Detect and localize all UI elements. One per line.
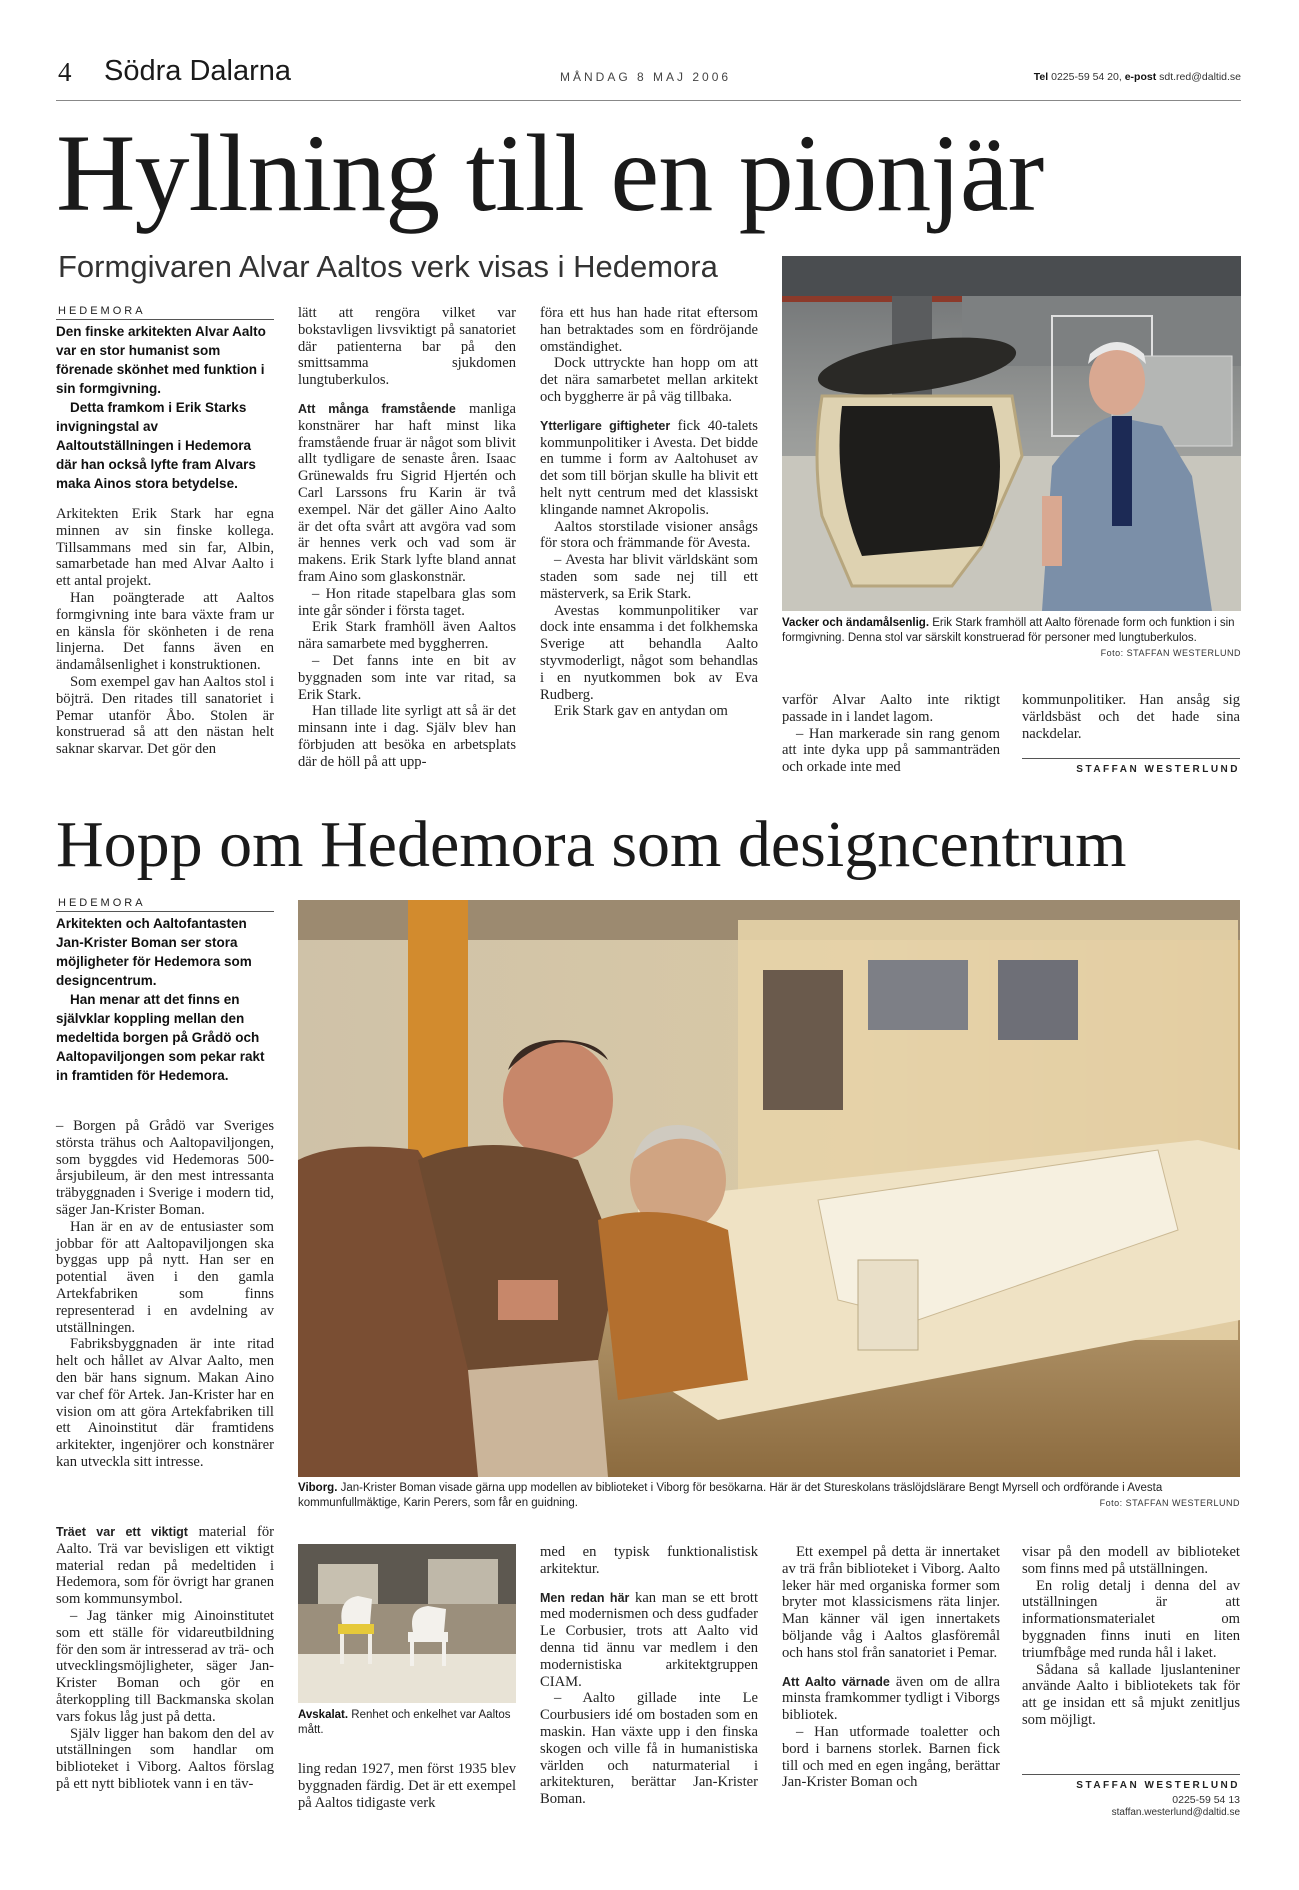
contact-tel: 0225-59 54 20,: [1051, 71, 1122, 83]
photo-erik-stark-chair: [782, 256, 1241, 611]
article2-column-1b: [56, 1524, 274, 1793]
article2-column-3: [540, 1544, 758, 1808]
article2-column-5: [1022, 1544, 1240, 1729]
caption-bold: Viborg.: [298, 1482, 338, 1494]
caption-text: Jan-Krister Boman visade gärna upp modellen av biblioteket i Viborg för besökarna. Här är det Stureskolans träslöjdslärare Bengt Myrsell och ordförande i Avesta kommunfullmäktige, Karin Perers, som får en guidning.: [298, 1482, 1163, 1509]
photo-viborg-library-model: [298, 900, 1240, 1477]
article1-byline: STAFFAN WESTERLUND: [1076, 764, 1240, 775]
article2-column-2: [298, 1761, 516, 1811]
body-text: material för Aalto. Trä var bevisligen ett viktigt material redan på medeltiden i Hedemora, som för övrigt har granen som kommunsymbol.: [56, 1524, 274, 1608]
article2-byline: STAFFAN WESTERLUND: [1076, 1780, 1240, 1791]
body-paragraph: Erik Stark framhöll även Aaltos nära samarbete med byggherren.: [298, 619, 516, 653]
body-paragraph: Fabriksbyggnaden är inte ritad helt och hållet av Alvar Aalto, men den bär hans signum. Makan Aino var chef för Artek. Jan-Krister har en vision om att göra Artekfabriken till ett Ainoinstitut där framtidens arkitekter, ingenjörer och konstnärer kan utveckla sitt intresse.: [56, 1336, 274, 1470]
body-paragraph: Avestas kommunpolitiker var dock inte ensamma i det folkhemska Sverige att behandla Aalto styvmoderligt, något som behandlas i en nyutkommen bok av Eva Rudberg.: [540, 602, 758, 703]
article2-lead-p2: Han menar att det finns en självklar koppling mellan den medeltida borgen på Grådö och Aaltopaviljongen som pekar rakt in framtiden för Hedemora.: [56, 992, 265, 1083]
body-text: även om de allra minsta framkommer tydligt i Viborgs bibliotek.: [782, 1673, 1000, 1724]
body-paragraph: Aaltos storstilade visioner ansågs för stora och främmande för Avesta.: [540, 518, 758, 552]
article1-column-3: [540, 305, 758, 720]
article2-subhead-2: Men redan här: [540, 1590, 630, 1605]
body-paragraph: Arkitekten Erik Stark har egna minnen av sin finske kollega. Tillsammans med sin far, Albin, samarbetade han med Alvar Aalto i ett antal projekt.: [56, 506, 274, 590]
article1-headline: Hyllning till en pionjär: [56, 112, 1044, 234]
article2-byline-email[interactable]: staffan.westerlund@daltid.se: [1111, 1807, 1240, 1818]
body-paragraph: Ett exempel på detta är innertaket av trä från biblioteket i Viborg. Aalto leker här med organiska former som bryter mot klassicismens räta linjer. Man känner väl igen innertakets böljande våg i Aaltos glasföremål och hans stol från sanatoriet i Pemar.: [782, 1544, 1000, 1661]
caption-text: Erik Stark framhöll att Aalto förenade form och funktion i sin formgivning. Denna stol var särskilt konstruerad för personer med lungtuberkulos.: [782, 617, 1235, 644]
article1-subhead-1: Att många framstående: [298, 401, 456, 416]
issue-date: MÅNDAG 8 MAJ 2006: [560, 70, 732, 84]
photo-illustration: [298, 900, 1240, 1477]
photo-1-caption: [782, 616, 1241, 661]
body-paragraph: kommunpolitiker. Han ansåg sig världsbäst och det hade sina nackdelar.: [1022, 692, 1240, 742]
article1-dateline-rule: [56, 319, 274, 320]
caption-text: Renhet och enkelhet var Aaltos mått.: [298, 1709, 511, 1736]
article1-column-5: [1022, 692, 1240, 742]
article2-lead: [56, 914, 266, 1085]
photo-2-caption: [298, 1481, 1240, 1511]
body-paragraph: visar på den modell av biblioteket som finns med på utställningen.: [1022, 1544, 1240, 1577]
body-paragraph-with-subhead: [298, 401, 516, 586]
article1-lead-p1: Den finske arkitekten Alvar Aalto var en stor humanist som förenade skönhet med funktion i sin formgivning.: [56, 324, 266, 396]
body-paragraph-with-subhead: [782, 1674, 1000, 1724]
body-paragraph: – Han utformade toaletter och bord i barnens storlek. Barnen fick till och med en egen ingång, berättar Jan-Krister Boman och: [782, 1723, 1000, 1791]
article2-dateline: HEDEMORA: [58, 897, 146, 909]
body-paragraph: Erik Stark gav en antydan om: [554, 703, 728, 720]
caption-bold: Vacker och ändamålsenlig.: [782, 617, 930, 629]
article2-byline-rule: [1022, 1774, 1240, 1775]
section-title: Södra Dalarna: [104, 55, 291, 87]
photo-3-caption: [298, 1708, 516, 1738]
body-text: fick 40-talets kommunpolitiker i Avesta. Det bidde en tumme i form av Aaltohuset av det som till början skulle ha blivit ett helt nytt centrum med det klassiskt klingande namnet Akropolis.: [540, 417, 758, 518]
body-paragraph: – Det fanns inte en bit av byggnaden som inte var ritad, sa Erik Stark.: [298, 652, 516, 703]
body-paragraph: – Avesta har blivit världskänt som staden som sade nej till ett mästerverk, sa Erik Stark.: [540, 552, 758, 602]
article2-subhead-3: Att Aalto värnade: [782, 1674, 890, 1689]
body-paragraph: med en typisk funktionalistisk arkitektur.: [540, 1544, 758, 1577]
body-text: kan man se ett brott med modernismen och dess gudfader Le Corbusier, trots att Aalto vid denna tid ännu var medlem i den modernistiska arkitektgruppen CIAM.: [540, 1589, 758, 1690]
photo-aalto-chairs: [298, 1544, 516, 1703]
photo-credit: Foto: STAFFAN WESTERLUND: [1100, 648, 1241, 658]
caption-bold: Avskalat.: [298, 1709, 349, 1721]
article2-byline-phone: 0225-59 54 13: [1172, 1794, 1240, 1806]
body-text: manliga konstnärer har haft minst lika framstående fruar är något som blivit allt tydligare de senaste åren. Isaac Grünewalds fru Sigrid Hjertén och Carl Larssons fru Karin är två exempel. När det gäller Aino Aalto är det ofta svårt att avgöra vad som är hennes verk och vad som är makens. Erik Stark lyfte bland annat fram Aino som glaskonstnär.: [298, 400, 516, 585]
article2-dateline-rule: [56, 911, 274, 912]
contact-info: [1034, 71, 1241, 83]
article2-headline: Hopp om Hedemora som designcentrum: [56, 808, 1127, 881]
contact-tel-label: Tel: [1033, 71, 1049, 83]
body-paragraph: En rolig detalj i denna del av utställningen är att informationsmaterialet om byggnaden finns inuti en liten triumfbåge med runda hål i laket.: [1022, 1577, 1240, 1661]
body-paragraph: Han är en av de entusiaster som jobbar för att Aaltopaviljongen ska byggas upp på nytt. Han ser en potential även i den gamla Artekfabriken som finns representerad i en avdelning av utställningen.: [56, 1218, 274, 1336]
body-paragraph: – Hon ritade stapelbara glas som inte går sönder i första taget.: [298, 585, 516, 619]
article1-lead: [56, 322, 266, 493]
contact-email: sdt.red@daltid.se: [1159, 71, 1241, 83]
article2-subhead-1: Träet var ett viktigt: [56, 1525, 188, 1539]
body-paragraph: – Borgen på Grådö var Sveriges största trähus och Aaltopaviljongen, som byggdes vid Hedemoras 500-årsjubileum, är den mest intressanta träbyggnaden i Sverige i modern tid, säger Jan-Krister Boman.: [56, 1118, 274, 1218]
article1-column-1: [56, 506, 274, 758]
body-paragraph: – Aalto gillade inte Le Courbusiers idé om bostaden som en maskin. Han växte upp i den finska skogen och ville få in humanistiska världen och naturmaterial i arkitekturen, berättar Jan-Krister Boman.: [540, 1690, 758, 1808]
article1-column-4: [782, 692, 1000, 776]
body-paragraph-with-subhead: [56, 1524, 274, 1608]
body-paragraph: föra ett hus han hade ritat eftersom han betraktades som en fördröjande omständighet.: [540, 305, 758, 355]
body-paragraph: Han poängterade att Aaltos formgivning inte bara växte fram ur en känsla för skönheten i de rena linjerna. Det fanns även en ändamålsenlighet i konstruktionen.: [56, 589, 274, 674]
body-paragraph: Själv ligger han bakom den del av utställningen som handlar om biblioteket i Viborg. Aaltos förslag på ett nytt bibliotek vann i en täv-: [56, 1725, 274, 1792]
article1-column-2: [298, 305, 516, 771]
photo-illustration: [782, 256, 1241, 611]
body-paragraph-with-subhead: [540, 418, 758, 519]
body-paragraph-with-subhead: [540, 1590, 758, 1691]
body-paragraph: ling redan 1927, men först 1935 blev byggnaden färdig. Det är ett exempel på Aaltos tidigaste verk: [298, 1761, 516, 1811]
body-paragraph: Dock uttryckte han hopp om att det nära samarbetet mellan arkitekt och byggherre är på väg tillbaka.: [540, 355, 758, 405]
body-paragraph: Som exempel gav han Aaltos stol i böjträ. Den ritades till sanatoriet i Pemar utanför Åbo. Stolen är konstruerad så att den nästan helt saknar skarvar. Det gör den: [56, 673, 274, 758]
body-paragraph: Sådana så kallade ljuslanteniner använde Aalto i bibliotekets tak för att ge insidan ett så mjukt zenitljus som möjligt.: [1022, 1661, 1240, 1728]
article2-lead-p1: Arkitekten och Aaltofantasten Jan-Krister Boman ser stora möjligheter för Hedemora som designcentrum.: [56, 916, 252, 988]
article1-subheadline: Formgivaren Alvar Aaltos verk visas i Hedemora: [58, 249, 718, 284]
body-paragraph: varför Alvar Aalto inte riktigt passade in i landet lagom.: [782, 692, 1000, 725]
contact-email-label: e-post: [1124, 71, 1157, 83]
body-paragraph: lätt att rengöra vilket var bokstavligen livsviktigt på sanatoriet där patienterna bar på den smittsamma sjukdomen lungtuberkulos.: [298, 305, 516, 389]
body-paragraph: Han tillade lite syrligt att så är det minsann inte i dag. Själv blev han förbjuden att besöka en arbetsplats där de höll på att upp-: [298, 703, 516, 770]
article1-dateline: HEDEMORA: [58, 305, 146, 317]
article1-byline-rule: [1022, 758, 1240, 759]
article2-column-4: [782, 1544, 1000, 1791]
photo-illustration: [298, 1544, 516, 1703]
body-paragraph: – Jag tänker mig Ainoinstitutet som ett ställe för vidareutbildning för den som är intresserad av trä- och utvecklingsmöjligheter, säger Jan-Krister Boman och gör en återkoppling till Backmanska skolan vars fokus låg just på detta.: [56, 1607, 274, 1725]
body-paragraph: – Han markerade sin rang genom att inte dyka upp på sammanträden och orkade inte med: [782, 725, 1000, 776]
article1-subhead-2: Ytterligare giftigheter: [540, 418, 671, 433]
article1-lead-p2: Detta framkom i Erik Starks invigningstal av Aaltoutställningen i Hedemora där han också lyfte fram Alvars maka Ainos stora betydelse.: [56, 400, 256, 491]
photo-credit: Foto: STAFFAN WESTERLUND: [1099, 1498, 1240, 1508]
header-rule: [56, 100, 1241, 101]
page-number: 4: [58, 57, 72, 87]
article2-column-1: [56, 1118, 274, 1471]
